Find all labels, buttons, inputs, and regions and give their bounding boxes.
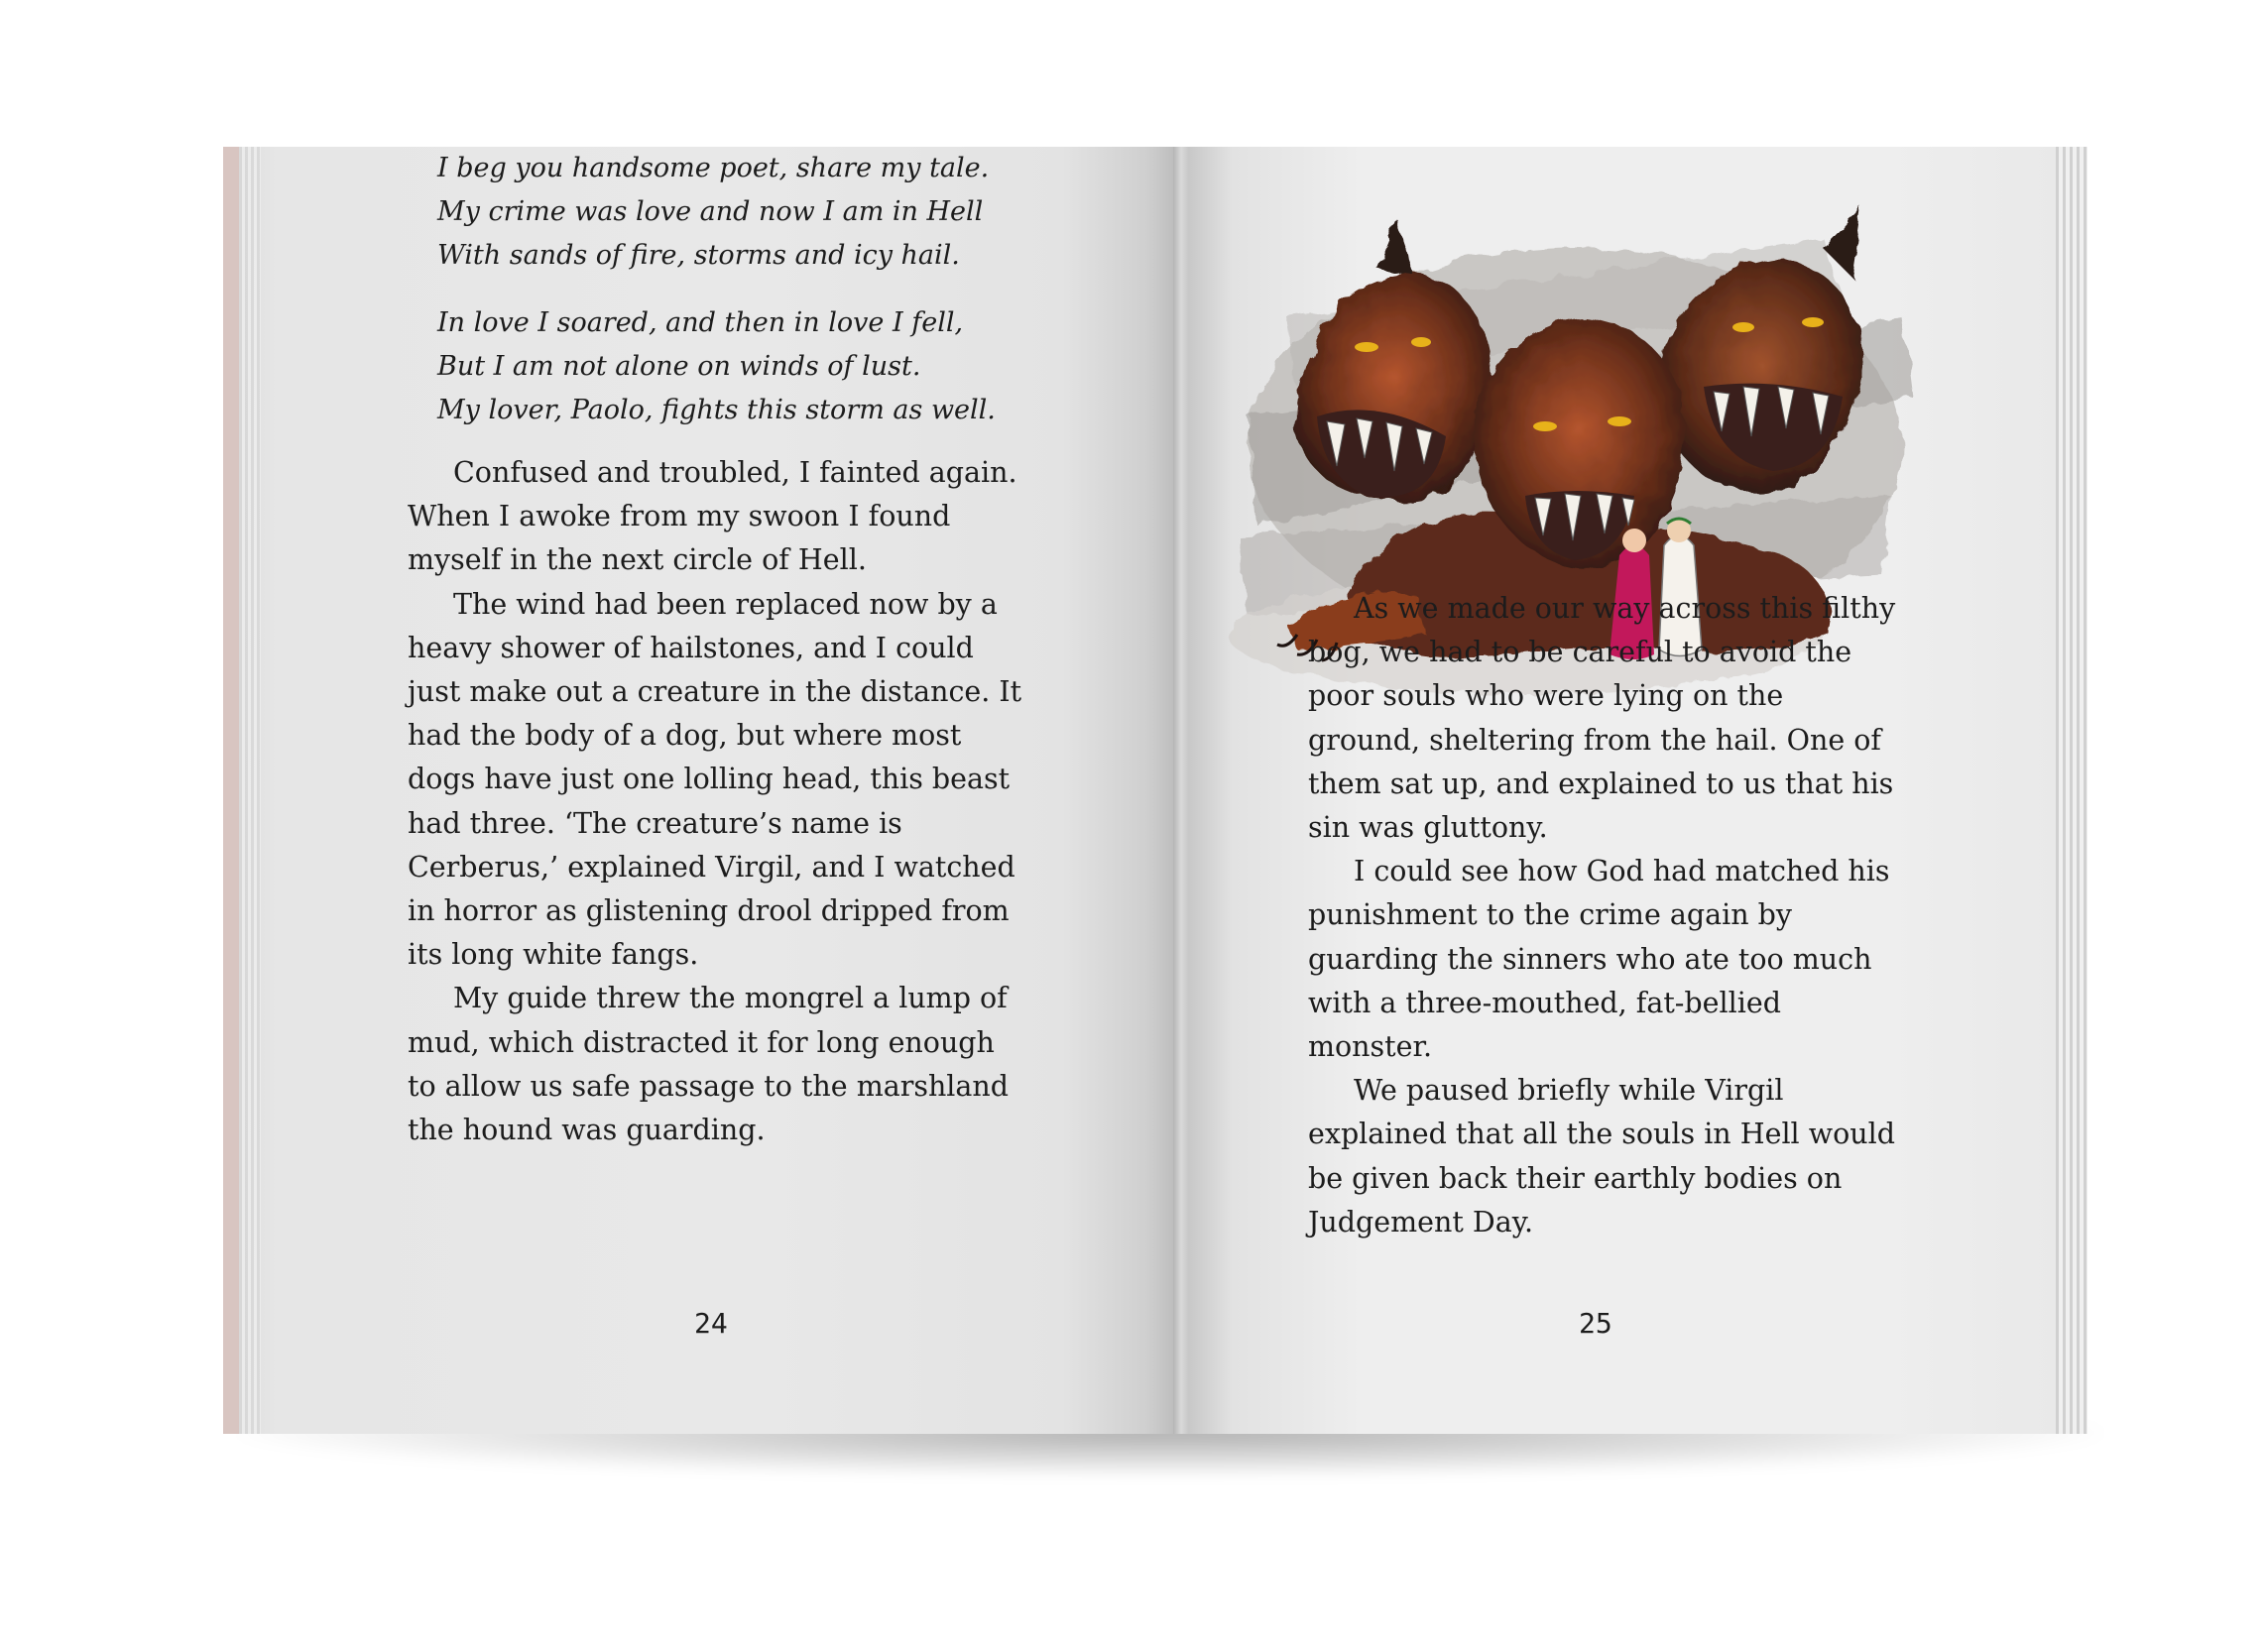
paragraph: We paused briefly while Virgil explained that all the souls in Hell would be given back their earthly bodies on Judgement Day.: [1308, 1074, 1896, 1239]
poem-line: But I am not alone on winds of lust.: [437, 351, 921, 382]
poem-line: My crime was love and now I am in Hell: [437, 196, 984, 227]
paragraph: As we made our way across this filthy bog, we had to be careful to avoid the poor souls who were lying on the ground, sheltering from the hail. One of them sat up, and explained to us that his sin was gluttony.: [1308, 592, 1896, 845]
paragraph: Confused and troubled, I fainted again. When I awoke from my swoon I found myself in the next circle of Hell.: [408, 456, 1017, 577]
poem-line: I beg you handsome poet, share my tale.: [437, 153, 990, 183]
paragraph: My guide threw the mongrel a lump of mud, which distracted it for long enough to allow us safe passage to the marshland the hound was guarding.: [408, 982, 1010, 1147]
page-number-left: 24: [694, 1307, 728, 1340]
book-gutter: [1173, 147, 1189, 1434]
left-page-edges: [239, 147, 261, 1434]
poem-stanza: [437, 147, 993, 278]
poem-line: In love I soared, and then in love I fell,: [437, 307, 964, 338]
poem-line: My lover, Paolo, fights this storm as well.: [437, 395, 996, 425]
paragraph: I could see how God had matched his punishment to the crime again by guarding the sinners who ate too much with a three-mouthed, fat-bellied monster.: [1308, 855, 1890, 1064]
poem-line: With sands of fire, storms and icy hail.: [437, 240, 960, 271]
right-prose: [1308, 587, 1903, 1244]
left-prose: [408, 451, 1022, 1152]
right-page-edges: [2056, 147, 2088, 1434]
poem-stanza: [437, 301, 996, 432]
page-number-right: 25: [1579, 1307, 1612, 1340]
paragraph: The wind had been replaced now by a heavy shower of hailstones, and I could just make out a creature in the distance. It had the body of a dog, but where most dogs have just one lolling head, this beast had three. ‘The creature’s name is Cerberus,’ explained Virgil, and I watched in horror as glistening drool dripped from its long white fangs.: [408, 587, 1022, 972]
cover-edge: [223, 147, 239, 1434]
poem: [437, 147, 996, 456]
